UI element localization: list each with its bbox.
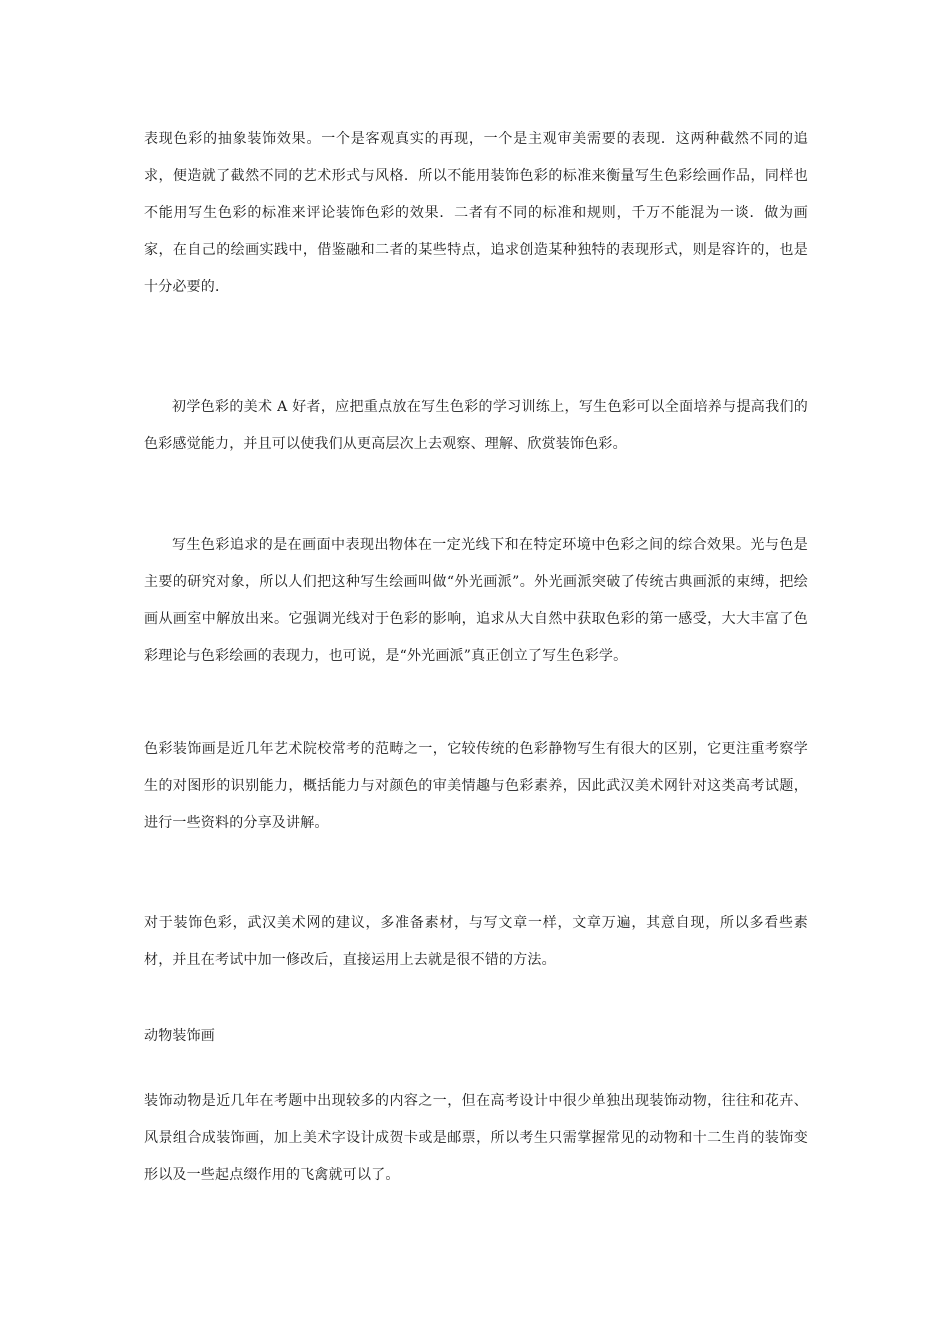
- paragraph-decorative-painting: [144, 731, 808, 842]
- section-heading-animal-decoration: [144, 1018, 808, 1055]
- heading-text: 动物装饰画: [144, 1028, 215, 1044]
- paragraph-plein-air: [144, 527, 808, 675]
- paragraph-animal-decoration: [144, 1083, 808, 1194]
- paragraph-material-advice: [144, 905, 808, 979]
- paragraph-text: 对于装饰色彩，武汉美术网的建议，多准备素材，与写文章一样，文章万遍，其意自现，所以多看些素材，并且在考试中加一修改后，直接运用上去就是很不错的方法。: [144, 915, 808, 968]
- paragraph-text: 表现色彩的抽象装饰效果。一个是客观真实的再现，一个是主观审美需要的表现．这两种截然不同的追求，便造就了截然不同的艺术形式与风格．所以不能用装饰色彩的标准来衡量写生色彩绘画作品，同样也不能用写生色彩的标准来评论装饰色彩的效果．二者有不同的标准和规则，千万不能混为一谈．做为画家，在自己的绘画实践中，借鉴融和二者的某些特点，追求创造某种独特的表现形式，则是容许的，也是十分必要的．: [144, 131, 808, 295]
- paragraph-text: 写生色彩追求的是在画面中表现出物体在一定光线下和在特定环境中色彩之间的综合效果。光与色是主要的研究对象，所以人们把这种写生绘画叫做“外光画派”。外光画派突破了传统古典画派的束缚，把绘画从画室中解放出来。它强调光线对于色彩的影响，追求从大自然中获取色彩的第一感受，大大丰富了色彩理论与色彩绘画的表现力，也可说，是“外光画派”真正创立了写生色彩学。: [144, 537, 808, 664]
- paragraph-text: 装饰动物是近几年在考题中出现较多的内容之一，但在高考设计中很少单独出现装饰动物，往往和花卉、风景组合成装饰画，加上美术字设计成贺卡或是邮票，所以考生只需掌握常见的动物和十二生肖的装饰变形以及一些起点缀作用的飞禽就可以了。: [144, 1093, 808, 1183]
- paragraph-text: 色彩装饰画是近几年艺术院校常考的范畴之一，它较传统的色彩静物写生有很大的区别，它更注重考察学生的对图形的识别能力，概括能力与对颜色的审美情趣与色彩素养，因此武汉美术网针对这类高考试题，进行一些资料的分享及讲解。: [144, 741, 808, 831]
- paragraph-text: 初学色彩的美术 A 好者，应把重点放在写生色彩的学习训练上，写生色彩可以全面培养与提高我们的色彩感觉能力，并且可以使我们从更高层次上去观察、理解、欣赏装饰色彩。: [144, 399, 808, 452]
- paragraph-abstract-decoration: [144, 121, 808, 306]
- paragraph-beginner-advice: [144, 389, 808, 463]
